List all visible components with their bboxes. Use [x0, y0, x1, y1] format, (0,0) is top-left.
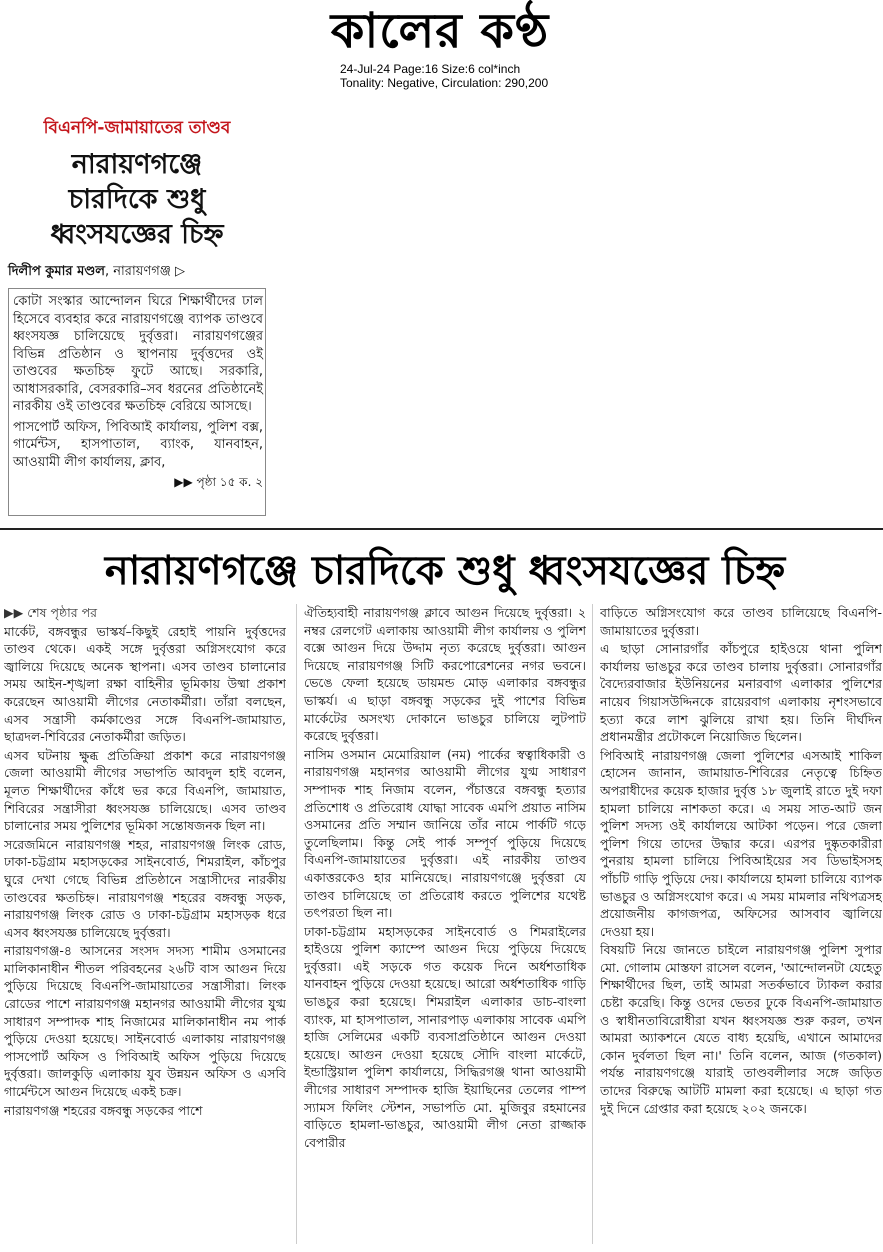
article-headline: নারায়ণগঞ্জে চারদিকে শুধু ধ্বংসযজ্ঞের চিহ্ন: [104, 548, 786, 594]
clip-meta-line-2: Tonality: Negative, Circulation: 290,200: [340, 76, 549, 90]
article-paragraph: পিবিআই নারায়ণগঞ্জ জেলা পুলিশের এসআই শাকিল হোসেন জানান, জামায়াত-শিবিরের নেতৃত্বে চিহ্নিত অপরাধীদের কয়েক হাজার দুর্বৃত্ত ১৮ জুলাই রাতে দুই দফা হামলা চালিয়ে নাশকতা করে। এ সময় সাত-আট জন পুলিশ সদস্য ওই কার্যালয়ে আটকা পড়েন। পরে জেলা পুলিশ গিয়ে তাদের উদ্ধার করে। এরপর দুষ্কৃতকারীরা পুনরায় হামলা চালিয়ে পিবিআইয়ের সব ডিভাইসসহ পাঁচটি গাড়ি পুড়িয়ে দেয়। কার্যালয়ে হামলা চালিয়ে ব্যাপক ভাঙচুর ও অগ্নিসংযোগ করে। এ সময় মামলার নথিপত্রসহ প্রয়োজনীয় কাগজপত্র, অফিসের আসবাব জ্বালিয়ে দেওয়া হয়।: [600, 747, 882, 939]
teaser-headline: [8, 147, 266, 252]
article-column-2: [304, 604, 586, 1244]
article-column-1: [4, 604, 286, 1244]
column-rule: [296, 604, 297, 1244]
article-paragraph: এ ছাড়া সোনারগাঁর কাঁচপুরে হাইওয়ে থানা পুলিশ কার্যালয় ভাঙচুর করে তাণ্ডব চালায় দুর্বৃত্তরা। সোনারগাঁর বৈদ্যেরবাজার ইউনিয়নের মনারবাগ এলাকার পুলিশের নায়েব গিয়াসউদ্দিনকে রায়েরবাগ এলাকায় নৃশংসভাবে হত্যা করে লাশ ঝুলিয়ে রাখা হয়। তিনি দীর্ঘদিন প্রধানমন্ত্রীর প্রটোকলে নিয়োজিত ছিলেন।: [600, 641, 882, 745]
article-paragraph: নারায়ণগঞ্জ-৪ আসনের সংসদ সদস্য শামীম ওসমানের মালিকানাধীন শীতল পরিবহনের ২৬টি বাস আগুন দিয়ে পুড়িয়ে দিয়েছে বিএনপি-জামায়াতের সন্ত্রাসীরা। লিংক রোডের পাশে নারায়ণগঞ্জ মহানগর আওয়ামী লীগের যুগ্ম সাধারণ সম্পাদক শাহ নিজামের মালিকানাধীন নম পার্ক পুড়িয়ে দেওয়া হয়েছে। সাইনবোর্ড এলাকায় নারায়ণগঞ্জ পাসপোর্ট অফিস ও পিবিআই অফিস পুড়িয়ে দিয়েছে দুর্বৃত্তরা। জালকুড়ি এলাকায় যুব উন্নয়ন অফিস ও এসবি গার্মেন্টসে আগুন দিয়েছে একই চক্র।: [4, 943, 286, 1100]
newspaper-masthead: কালের কণ্ঠ: [330, 3, 550, 59]
teaser-headline-line: চারদিকে শুধু: [68, 184, 206, 215]
jump-reference: ▶▶ পৃষ্ঠা ১৫ ক. ২: [174, 475, 263, 489]
clip-meta-line-1: 24-Jul-24 Page:16 Size:6 col*inch: [340, 62, 521, 76]
teaser-paragraph: কোটা সংস্কার আন্দোলন ঘিরে শিক্ষার্থীদের ঢাল হিসেবে ব্যবহার করে নারায়ণগঞ্জে ব্যাপক তাণ্ডবে ধ্বংসযজ্ঞ চালিয়েছে দুর্বৃত্তরা। নারায়ণগঞ্জের বিভিন্ন প্রতিষ্ঠান ও স্থাপনায় দুর্বৃত্তদের ওই তাণ্ডবের ক্ষতচিহ্ন ফুটে আছে। সরকারি, আধাসরকারি, বেসরকারি–সব ধরনের প্রতিষ্ঠানেই নারকীয় ওই তাণ্ডবের ক্ষতচিহ্ন বেরিয়ে আসছে।: [13, 294, 263, 414]
byline: [8, 264, 266, 280]
continued-note: ▶▶ শেষ পৃষ্ঠার পর: [4, 605, 97, 620]
article-paragraph: মার্কেট, বঙ্গবন্ধুর ভাস্কর্য–কিছুই রেহাই পায়নি দুর্বৃত্তদের তাণ্ডব থেকে। একই সঙ্গে দুর্বৃত্তরা অগ্নিসংযোগ করে জ্বালিয়ে দিয়েছে অনেক স্থাপনা। এসব তাণ্ডব চালানোর সময় আইন-শৃঙ্খলা রক্ষা বাহিনীর ভূমিকায় উষ্মা প্রকাশ করেছেন আওয়ামী লীগের নেতাকর্মীরা। তাঁরা বলছেন, এসব সন্ত্রাসী কর্মকাণ্ডের সঙ্গে বিএনপি-জামায়াত, ছাত্রদল-শিবিরের নেতাকর্মীরা জড়িত।: [4, 623, 286, 745]
byline-name: দিলীপ কুমার মণ্ডল: [8, 264, 105, 279]
article-paragraph: বাড়িতে অগ্নিসংযোগ করে তাণ্ডব চালিয়েছে বিএনপি-জামায়াতের দুর্বৃত্তরা।: [600, 605, 882, 638]
teaser-headline-line: ধ্বংসযজ্ঞের চিহ্ন: [50, 219, 224, 250]
article-paragraph: নাসিম ওসমান মেমোরিয়াল (নম) পার্কের স্বত্বাধিকারী ও নারায়ণগঞ্জ মহানগর আওয়ামী লীগের যুগ্ম সাধারণ সম্পাদক শাহ নিজাম বলেন, পঁচাত্তরে বঙ্গবন্ধু হত্যার প্রতিশোধ ও প্রতিরোধ যোদ্ধা সাবেক এমপি প্রয়াত নাসিম ওসমানের প্রতি সম্মান জানিয়ে তাঁর নামে পার্কটি গড়ে তুলেছিলাম। কিন্তু সেই পার্ক সম্পূর্ণ পুড়িয়ে দিয়েছে বিএনপি-জামায়াতের দুর্বৃত্তরা। এই নারকীয় তাণ্ডব একাত্তরকেও হার মানিয়েছে। নারায়ণগঞ্জে দুর্বৃত্তরা যে তাণ্ডব চালিয়েছে তা প্রতিরোধ করতে পুলিশের যথেষ্ট তৎপরতা ছিল না।: [304, 746, 586, 921]
article-paragraph: এসব ঘটনায় ক্ষুব্ধ প্রতিক্রিয়া প্রকাশ করে নারায়ণগঞ্জ জেলা আওয়ামী লীগের সভাপতি আবদুল হাই বলেন, মূলত শিক্ষার্থীদের কাঁধে ভর করে বিএনপি, জামায়াত, শিবিরের সন্ত্রাসীরা ধ্বংসযজ্ঞ চালিয়েছে। এসব তাণ্ডব চালানোর সময় পুলিশের ভূমিকা সন্তোষজনক ছিল না।: [4, 747, 286, 834]
article-paragraph: নারায়ণগঞ্জ শহরের বঙ্গবন্ধু সড়কের পাশে: [4, 1102, 203, 1118]
article-paragraph: সরেজমিনে নারায়ণগঞ্জ শহর, নারায়ণগঞ্জ লিংক রোড, ঢাকা-চট্টগ্রাম মহাসড়কের সাইনবোর্ড, শিমরাইল, কাঁচপুর ঘুরে দেখা গেছে বিভিন্ন প্রতিষ্ঠানে সন্ত্রাসীদের নারকীয় তাণ্ডবের ক্ষতচিহ্ন। নারায়ণগঞ্জ শহরের বঙ্গবন্ধু সড়ক, নারায়ণগঞ্জ লিংক রোড ও ঢাকা-চট্টগ্রাম মহাসড়ক ধরে এসব ধ্বংসযজ্ঞ চালিয়েছে দুর্বৃত্তরা।: [4, 836, 286, 940]
teaser-kicker: বিএনপি-জামায়াতের তাণ্ডব: [43, 118, 231, 138]
teaser-paragraph: পাসপোর্ট অফিস, পিবিআই কার্যালয়, পুলিশ বক্স, গার্মেন্টস, হাসপাতাল, ব্যাংক, যানবাহন, আওয়ামী লীগ কার্যালয়, ক্লাব,: [13, 419, 263, 470]
byline-place: , নারায়ণগঞ্জ ▷: [105, 264, 185, 279]
article-paragraph: ঢাকা-চট্টগ্রাম মহাসড়কের সাইনবোর্ড ও শিমরাইলের হাইওয়ে পুলিশ ক্যাম্পে আগুন দিয়ে পুড়িয়ে দিয়েছে দুর্বৃত্তরা। এই সড়কে গত কয়েক দিনে অর্ধশতাধিক যানবাহন পুড়িয়ে দেওয়া হয়েছে। আরো অর্ধশতাধিক গাড়ি ভাঙচুর করা হয়েছে। শিমরাইল এলাকার ডাচ-বাংলা ব্যাংক, মা হাসপাতাল, সানারপাড় এলাকায় সাবেক এমপি হাজি সেলিমের একটি ব্যবসাপ্রতিষ্ঠানে আগুন দেওয়া হয়েছে। আগুন দেওয়া হয়েছে সৌদি বাংলা মার্কেটে, ইন্ডাস্ট্রিয়াল পুলিশ কার্যালয়ে, সিদ্ধিরগঞ্জ থানা আওয়ামী লীগের সাধারণ সম্পাদক হাজি ইয়াছিনের তেলের পাম্প স্যামস ফিলিং স্টেশন, সভাপতি মো. মুজিবুর রহমানের বাড়িতে হামলা-ভাঙচুর, আওয়ামী লীগ নেতা রাজ্জাক বেপারীর: [304, 923, 586, 1150]
article-paragraph: বিষয়টি নিয়ে জানতে চাইলে নারায়ণগঞ্জ পুলিশ সুপার মো. গোলাম মোস্তফা রাসেল বলেন, 'আন্দোলনটা যেহেতু শিক্ষার্থীদের ছিল, তাই আমরা সতর্কভাবে ট্যাকল করার চেষ্টা করেছি। কিন্তু ওদের ভেতর ঢুকে বিএনপি-জামায়াত ও স্বাধীনতাবিরোধীরা যখন ধ্বংসযজ্ঞ শুরু করল, তখন আমরা অ্যাকশনে যেতে বাধ্য হয়েছি, এখানে আমাদের কোন দুর্বলতা ছিল না।' তিনি বলেন, আজ (গতকাল) পর্যন্ত নারায়ণগঞ্জে যারাই তাণ্ডবলীলার সঙ্গে জড়িত তাদের বিরুদ্ধে আটটি মামলা করা হয়েছে। এ ছাড়া গত দুই দিনে গ্রেপ্তার করা হয়েছে ২০২ জনকে।: [600, 942, 882, 1116]
teaser-body: [8, 288, 266, 516]
front-page-teaser: [8, 115, 266, 516]
teaser-headline-line: নারায়ণগঞ্জে: [71, 149, 203, 180]
article-column-3: [600, 604, 882, 1244]
article-paragraph: ঐতিহ্যবাহী নারায়ণগঞ্জ ক্লাবে আগুন দিয়েছে দুর্বৃত্তরা। ২ নম্বর রেলগেট এলাকায় আওয়ামী লীগ কার্যালয় ও পুলিশ বক্সে আগুন দিয়ে উদ্দাম নৃত্য করেছে দুর্বৃত্তরা। আগুন দিয়েছে নারায়ণগঞ্জ সিটি করপোরেশনের নগর ভবনে। ভেঙে ফেলা হয়েছে ডায়মন্ড মোড় এলাকার বঙ্গবন্ধুর ভাস্কর্য। এ ছাড়া বঙ্গবন্ধু সড়কের দুই পাশের বিভিন্ন মার্কেটের অসংখ্য দোকানে ভাঙচুর চালিয়ে লুটপাট করেছে দুর্বৃত্তরা।: [304, 605, 586, 744]
column-rule: [592, 604, 593, 1244]
section-divider: [0, 528, 883, 530]
